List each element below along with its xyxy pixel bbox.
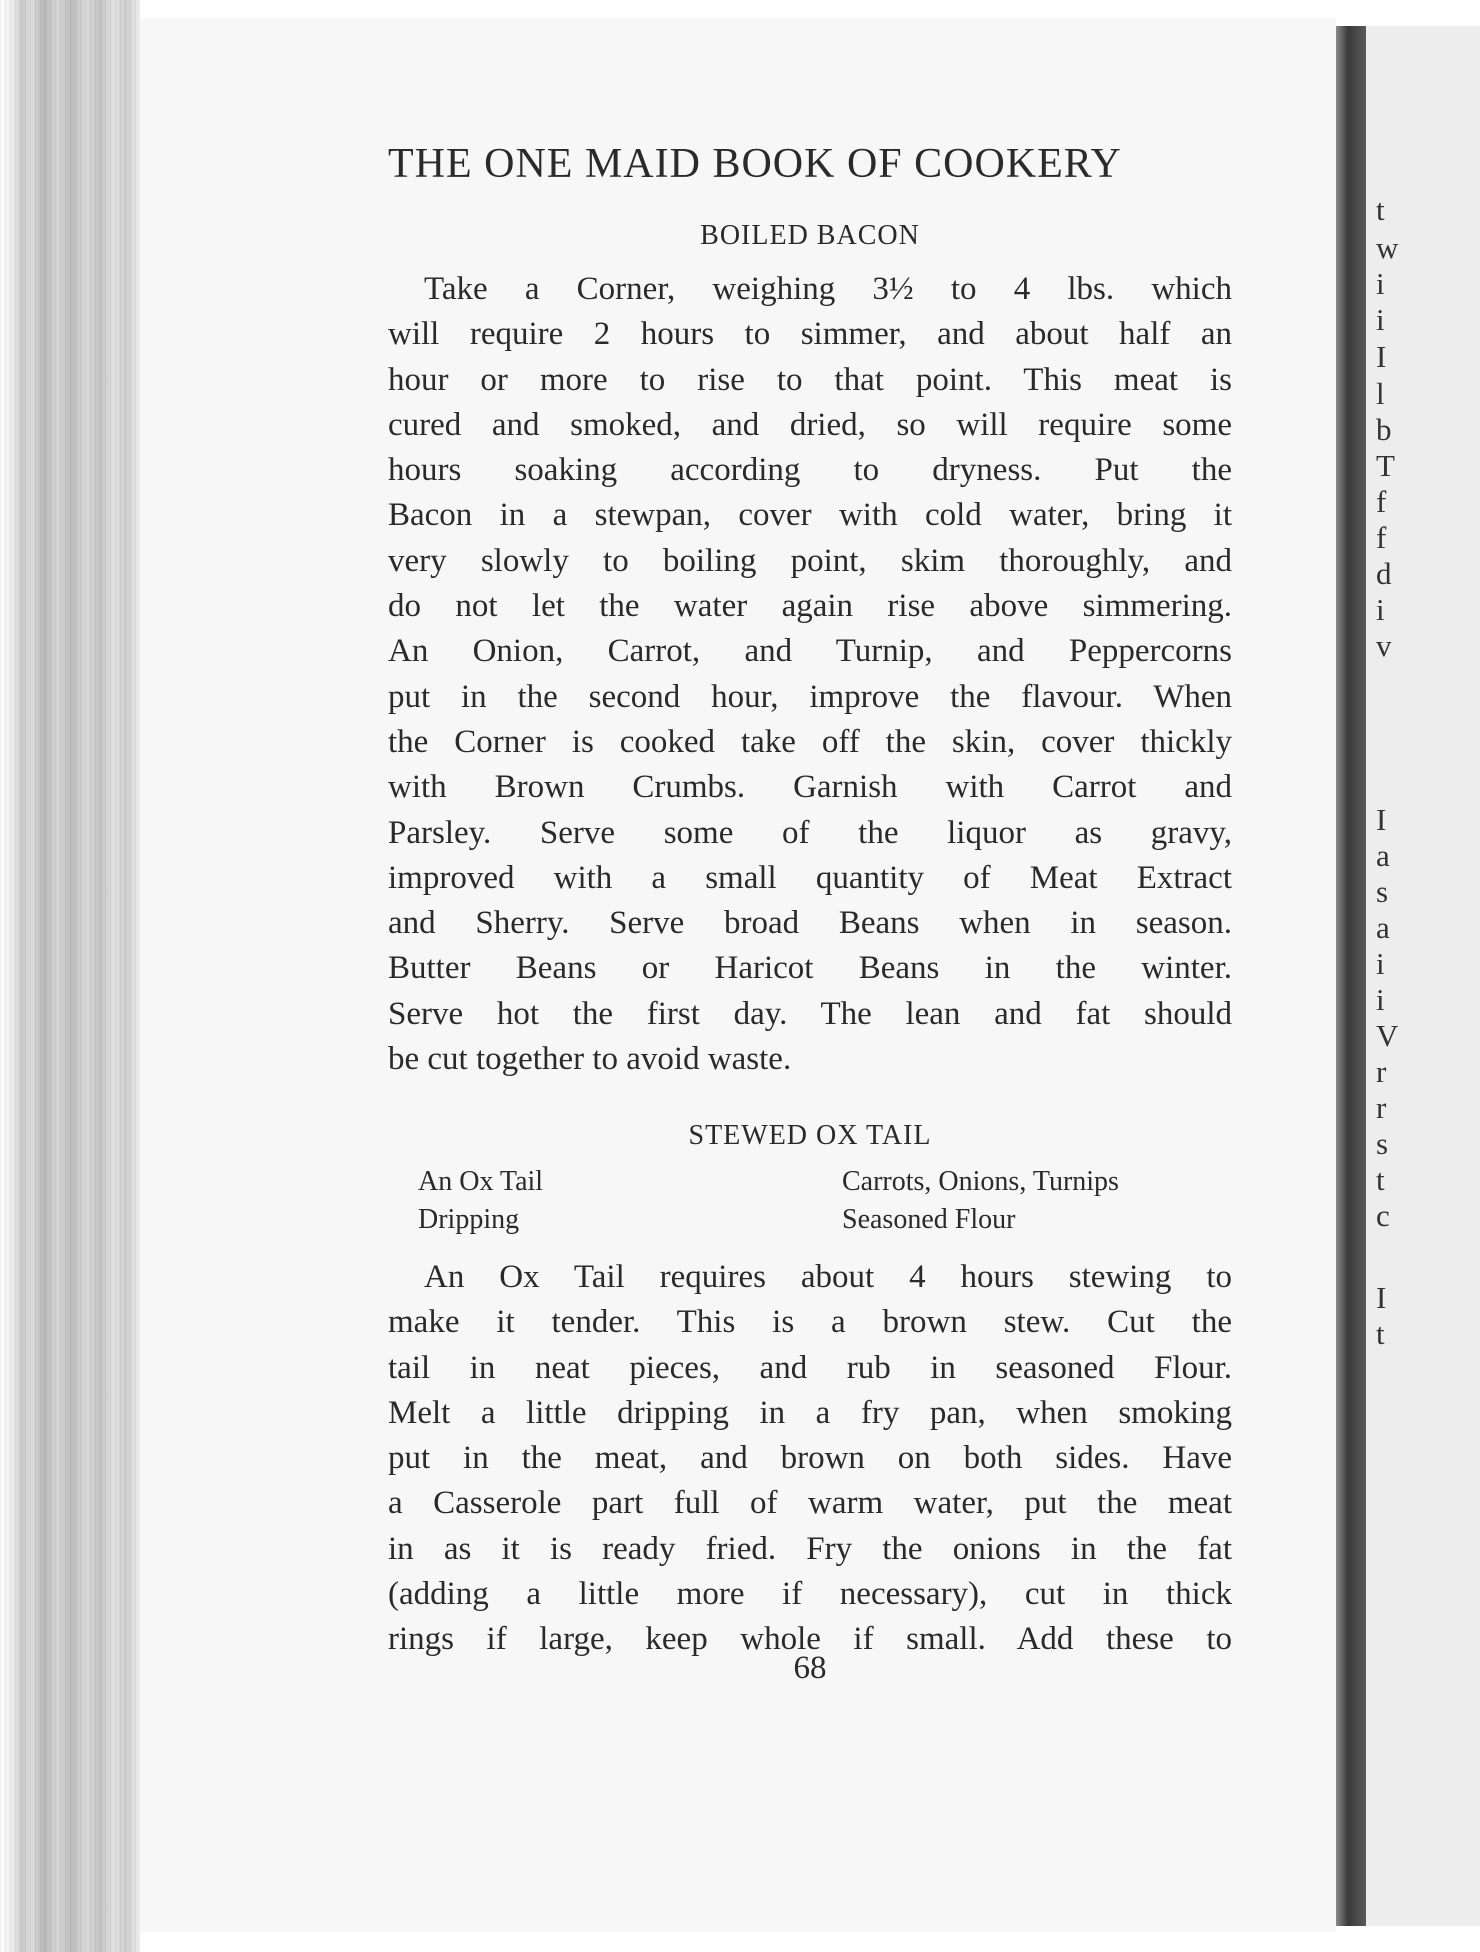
ingredient-column-right bbox=[842, 1163, 1119, 1239]
facing-page-char: b bbox=[1376, 412, 1392, 447]
text-line: the Corner is cooked take off the skin, cover thickly bbox=[388, 723, 1232, 760]
facing-page-char: v bbox=[1376, 628, 1392, 663]
text-line: Take a Corner, weighing 3½ to 4 lbs. which bbox=[424, 271, 1232, 307]
text-line: Parsley. Serve some of the liquor as gravy, bbox=[388, 814, 1232, 851]
ingredient-item: An Ox Tail bbox=[418, 1166, 544, 1197]
facing-page-edge bbox=[1366, 26, 1480, 1926]
recipe-body-stewed-ox-tail bbox=[388, 1255, 1232, 1663]
facing-page-char: s bbox=[1376, 874, 1389, 909]
facing-page-char: f bbox=[1376, 484, 1387, 519]
recipe-title-stewed-ox-tail: STEWED OX TAIL bbox=[688, 1120, 932, 1151]
book-gutter bbox=[1336, 26, 1366, 1926]
text-line: improved with a small quantity of Meat Extract bbox=[388, 859, 1232, 896]
text-line: with Brown Crumbs. Garnish with Carrot and bbox=[388, 769, 1232, 806]
text-line: a Casserole part full of warm water, put the meat bbox=[388, 1485, 1232, 1522]
text-line: tail in neat pieces, and rub in seasoned Flour. bbox=[388, 1349, 1232, 1386]
text-line: put in the meat, and brown on both sides. Have bbox=[388, 1440, 1232, 1477]
text-line: (adding a little more if necessary), cut in thick bbox=[388, 1576, 1232, 1613]
text-line: Bacon in a stewpan, cover with cold water, bring it bbox=[388, 497, 1232, 534]
text-line: rings if large, keep whole if small. Add these to bbox=[388, 1621, 1232, 1658]
facing-page-char: t bbox=[1376, 1162, 1385, 1197]
running-header: THE ONE MAID BOOK OF COOKERY bbox=[388, 141, 1122, 187]
facing-page-char: I bbox=[1376, 802, 1387, 837]
facing-page-char: s bbox=[1376, 1126, 1389, 1161]
facing-page-char: a bbox=[1376, 838, 1390, 873]
recipe-title-boiled-bacon: BOILED BACON bbox=[700, 220, 920, 251]
facing-page-char: d bbox=[1376, 556, 1392, 591]
text-line: An Onion, Carrot, and Turnip, and Peppercorns bbox=[388, 633, 1232, 670]
text-line: and Sherry. Serve broad Beans when in season. bbox=[388, 905, 1232, 942]
page-number: 68 bbox=[793, 1650, 827, 1686]
text-line: be cut together to avoid waste. bbox=[388, 1041, 792, 1078]
facing-page-char: t bbox=[1376, 192, 1385, 227]
facing-page-char: w bbox=[1376, 230, 1399, 265]
facing-page-char: I bbox=[1376, 1280, 1387, 1315]
text-line: will require 2 hours to simmer, and about half an bbox=[388, 316, 1232, 353]
facing-page-char: i bbox=[1376, 982, 1385, 1017]
recipe-body-boiled-bacon bbox=[388, 267, 1232, 1082]
facing-page-char: i bbox=[1376, 592, 1385, 627]
text-line: do not let the water again rise above simmering. bbox=[388, 588, 1232, 625]
facing-page-char: f bbox=[1376, 520, 1387, 555]
ingredient-item: Dripping bbox=[418, 1204, 520, 1235]
facing-page-char: T bbox=[1376, 448, 1395, 483]
text-line: hour or more to rise to that point. This meat is bbox=[388, 361, 1232, 398]
facing-page-char: r bbox=[1376, 1090, 1387, 1125]
text-line: An Ox Tail requires about 4 hours stewing to bbox=[424, 1259, 1232, 1295]
text-line: Butter Beans or Haricot Beans in the winter. bbox=[388, 950, 1232, 987]
facing-page-char: l bbox=[1376, 376, 1385, 411]
text-line: Serve hot the first day. The lean and fat should bbox=[388, 995, 1232, 1032]
text-line: very slowly to boiling point, skim thoroughly, and bbox=[388, 542, 1232, 579]
text-line: make it tender. This is a brown stew. Cut the bbox=[388, 1304, 1232, 1341]
facing-page-char: t bbox=[1376, 1316, 1385, 1351]
text-line: cured and smoked, and dried, so will require some bbox=[388, 406, 1232, 443]
facing-page-char: i bbox=[1376, 946, 1385, 981]
page-stack-edge bbox=[0, 0, 140, 1952]
ingredient-column-left bbox=[418, 1163, 543, 1239]
ingredient-item: Seasoned Flour bbox=[842, 1204, 1016, 1235]
facing-page-char: I bbox=[1376, 339, 1387, 374]
facing-page-char: i bbox=[1376, 266, 1385, 301]
text-line: put in the second hour, improve the flavour. When bbox=[388, 678, 1232, 715]
text-line: Melt a little dripping in a fry pan, when smoking bbox=[388, 1394, 1232, 1431]
facing-page-char: i bbox=[1376, 302, 1385, 337]
facing-page-char: r bbox=[1376, 1054, 1387, 1089]
facing-page-char: V bbox=[1376, 1018, 1399, 1053]
text-line: in as it is ready fried. Fry the onions in the fat bbox=[388, 1530, 1232, 1567]
facing-page-char: c bbox=[1376, 1198, 1390, 1233]
text-line: hours soaking according to dryness. Put the bbox=[388, 452, 1232, 489]
ingredient-item: Carrots, Onions, Turnips bbox=[842, 1166, 1119, 1197]
facing-page-char: a bbox=[1376, 910, 1390, 945]
